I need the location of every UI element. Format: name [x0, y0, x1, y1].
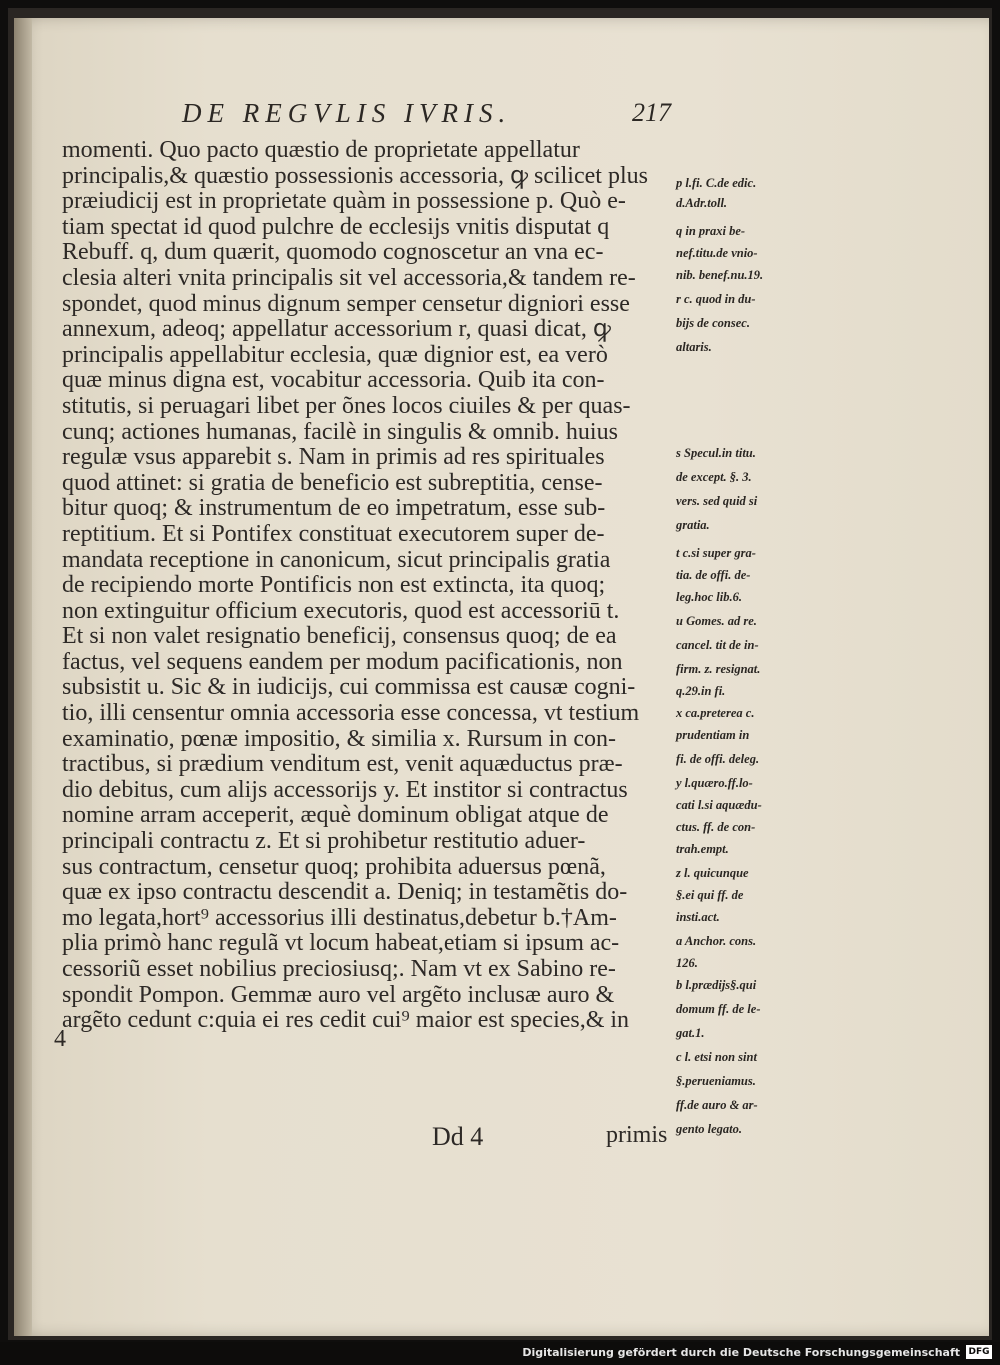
text-line: dio debitus, cum alijs accessorijs y. Et institor si contractus [62, 776, 628, 803]
margin-note: t c.si super gra- [676, 546, 756, 560]
margin-note: nef.titu.de vnio- [676, 246, 758, 260]
text-line: argẽto cedunt c:quia ei res cedit cui⁹ maior est species,& in [62, 1007, 630, 1034]
margin-note: tia. de offi. de- [676, 568, 751, 582]
margin-note: §.perueniamus. [676, 1074, 756, 1088]
text-line: non extinguitur officium executoris, quod est accessoriū t. [62, 597, 620, 624]
body-text [62, 138, 682, 1034]
text-line: clesia alteri vnita principalis sit vel accessoria,& tandem re- [62, 264, 636, 291]
text-line: de recipiendo morte Pontificis non est extincta, ita quoq; [62, 572, 606, 599]
text-line: cessoriũ esset nobilius preciosiusq;. Nam vt ex Sabino re- [62, 956, 616, 982]
margin-note: nib. benef.nu.19. [676, 268, 764, 282]
margin-note: gratia. [676, 518, 710, 532]
text-line: Et si non valet resignatio beneficij, consensus quoq; de ea [62, 623, 617, 650]
margin-note: cancel. tit de in- [676, 638, 759, 652]
margin-note: b l.prædijs§.qui [676, 978, 757, 992]
text-line: tractibus, si prædium venditum est, venit aquæductus præ- [62, 751, 623, 778]
margin-note: gento legato. [676, 1122, 742, 1136]
signature-mark: Dd 4 [432, 1122, 484, 1151]
margin-note: ff.de auro & ar- [676, 1098, 758, 1112]
margin-note: z l. quicunque [676, 866, 749, 880]
text-line: examinatio, pœnæ impositio, & similia x. Rursum in con- [62, 725, 616, 752]
margin-note: bijs de consec. [676, 316, 750, 330]
margin-note: u Gomes. ad re. [676, 614, 757, 628]
margin-note: prudentiam in [676, 728, 750, 742]
text-line: reptitium. Et si Pontifex constituat executorem super de- [62, 520, 605, 547]
book-page [14, 18, 989, 1336]
text-line: cunq; actiones humanas, facilè in singulis & omnib. huius [62, 418, 618, 445]
text-line: plia primò hanc regulã vt locum habeat,etiam si ipsum ac- [62, 930, 620, 957]
text-line: Rebuff. q, dum quærit, quomodo cognoscetur an vna ec- [62, 239, 604, 266]
text-line: momenti. Quo pacto quæstio de proprietate appellatur [62, 137, 580, 163]
text-line: principalis appellabitur ecclesia, quæ dignior est, ea verò [62, 341, 608, 368]
margin-paragraph-number: 4 [54, 1026, 66, 1052]
margin-note: x ca.preterea c. [676, 706, 755, 720]
text-line: annexum, adeoq; appellatur accessorium r, quasi dicat, ꝙ [62, 316, 611, 343]
margin-note: r c. quod in du- [676, 292, 756, 306]
text-line: mandata receptione in canonicum, sicut principalis gratia [62, 546, 611, 573]
margin-note: y l.quæro.ff.lo- [676, 776, 753, 790]
margin-note: vers. sed quid si [676, 494, 758, 508]
text-line: quæ minus digna est, vocabitur accessoria. Quib ita con- [62, 367, 605, 394]
margin-note: trah.empt. [676, 842, 729, 856]
margin-note: 126. [676, 956, 698, 970]
text-line: nomine arram acceperit, æquè dominum obligat atque de [62, 802, 609, 829]
text-line: quæ ex ipso contractu descendit a. Deniq; in testamẽtis do- [62, 879, 628, 906]
margin-note: s Specul.in titu. [676, 446, 756, 460]
margin-note: c l. etsi non sint [676, 1050, 757, 1064]
text-line: tiam spectat id quod pulchre de ecclesijs vnitis disputat q [62, 213, 610, 240]
margin-note: firm. z. resignat. [676, 662, 761, 676]
dfg-logo: DFG [966, 1345, 992, 1359]
margin-note: ctus. ff. de con- [676, 820, 756, 834]
margin-note: gat.1. [676, 1026, 705, 1040]
margin-note: p l.fi. C.de edic. [676, 176, 757, 190]
text-line: quod attinet: si gratia de beneficio est subreptitia, cense- [62, 469, 603, 496]
text-line: spondet, quod minus dignum semper censetur digniori esse [62, 290, 630, 317]
text-line: stitutis, si peruagari libet per õnes locos ciuiles & per quas- [62, 392, 631, 419]
footer-bar [0, 1342, 1000, 1365]
text-line: præiudicij est in proprietate quàm in possessione p. Quò e- [62, 188, 626, 215]
margin-note: insti.act. [676, 910, 720, 924]
margin-note: q in praxi be- [676, 224, 746, 238]
catchword: primis [606, 1122, 668, 1148]
page-number: 217 [632, 98, 671, 127]
margin-note: cati l.si aquædu- [676, 798, 762, 812]
margin-note: altaris. [676, 340, 712, 354]
margin-note: a Anchor. cons. [676, 934, 757, 948]
margin-note: §.ei qui ff. de [676, 888, 744, 902]
margin-note: fi. de offi. deleg. [676, 752, 760, 766]
text-line: tio, illi censentur omnia accessoria esse concessa, vt testium [62, 700, 640, 727]
funding-notice: Digitalisierung gefördert durch die Deutsche Forschungsgemeinschaft [522, 1346, 960, 1359]
text-line: factus, vel sequens eandem per modum pacificationis, non [62, 648, 623, 675]
text-line: regulæ vsus apparebit s. Nam in primis ad res spirituales [62, 444, 605, 471]
margin-note: de except. §. 3. [676, 470, 752, 484]
margin-note: domum ff. de le- [676, 1002, 761, 1016]
text-line: principali contractu z. Et si prohibetur restitutio aduer- [62, 828, 586, 855]
text-line: bitur quoq; & instrumentum de eo impetratum, esse sub- [62, 495, 606, 522]
margin-note: leg.hoc lib.6. [676, 590, 742, 604]
text-line: mo legata,hort⁹ accessorius illi destinatus,debetur b.†Am- [62, 904, 617, 931]
text-line: sus contractum, censetur quoq; prohibita aduersus pœnã, [62, 853, 606, 880]
page-gutter-shadow [14, 18, 32, 1336]
text-line: spondit Pompon. Gemmæ auro vel argẽto inclusæ auro & [62, 981, 615, 1008]
margin-note: d.Adr.toll. [676, 196, 728, 210]
margin-note: q.29.in fi. [676, 684, 726, 698]
running-title: DE REGVLIS IVRIS. [182, 98, 512, 128]
text-line: principalis,& quæstio possessionis accessoria, ꝙ scilicet plus [62, 162, 648, 189]
text-line: subsistit u. Sic & in iudicijs, cui commissa est causæ cogni- [62, 674, 636, 701]
